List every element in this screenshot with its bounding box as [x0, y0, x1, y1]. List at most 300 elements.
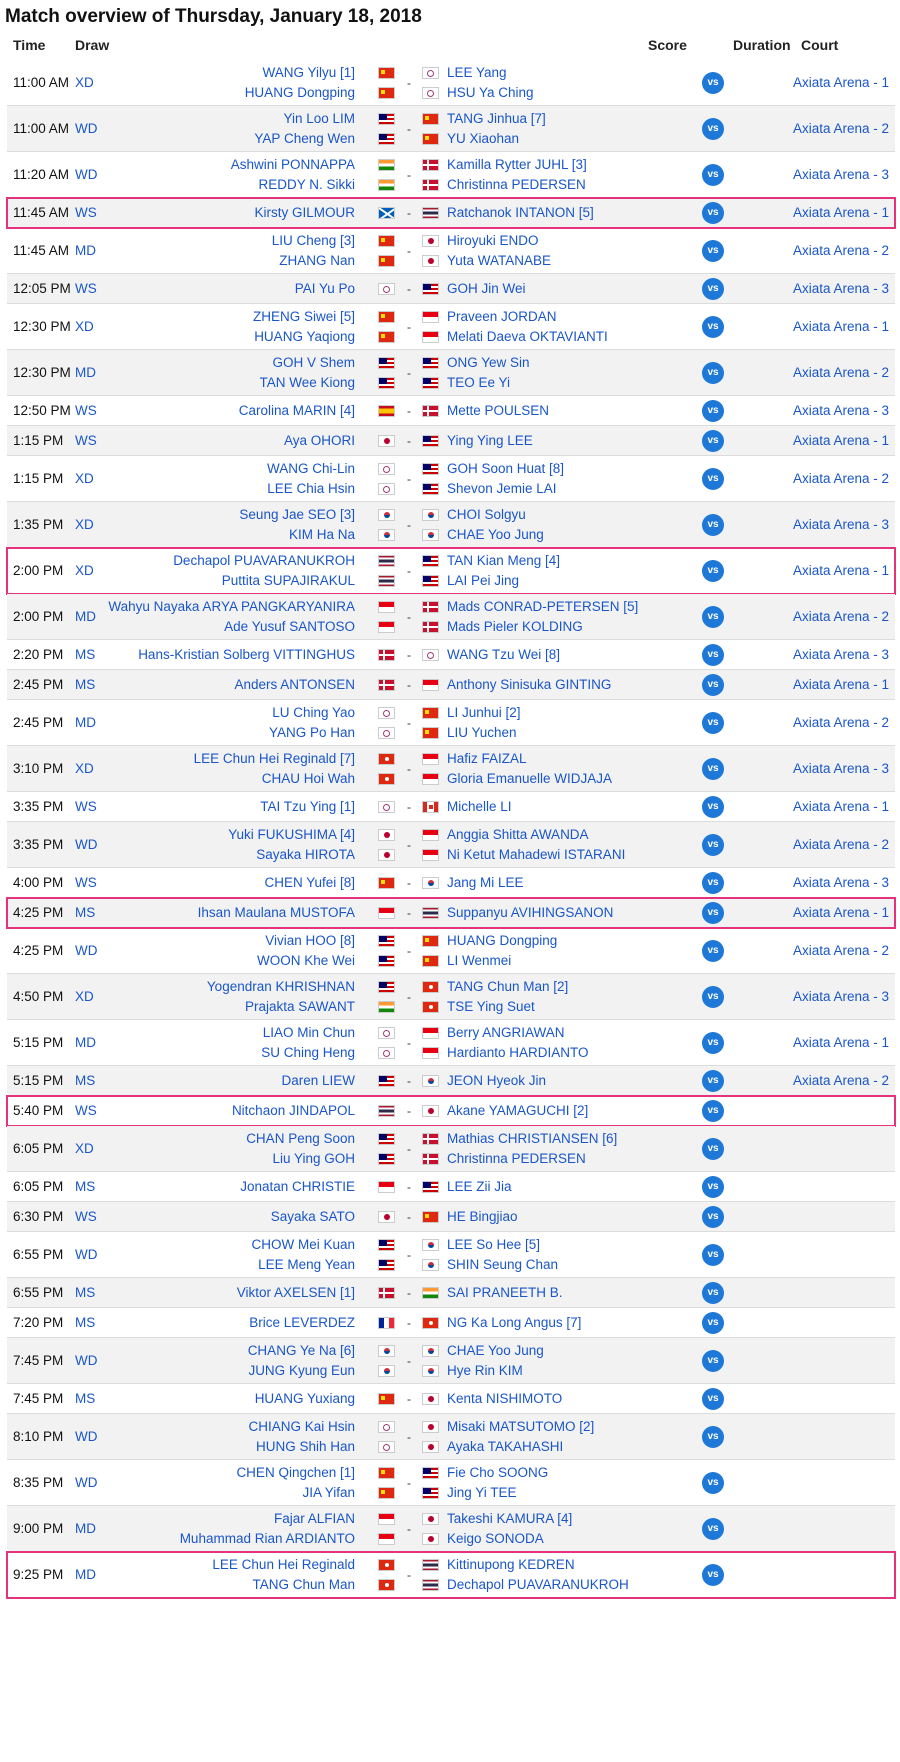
court-link[interactable]: Axiata Arena - 3 [793, 167, 890, 182]
court-link[interactable]: Axiata Arena - 2 [793, 471, 890, 486]
match-draw-link[interactable]: MS [75, 1285, 96, 1300]
player-link[interactable]: REDDY N. Sikki [258, 177, 355, 192]
match-draw-link[interactable]: WD [75, 1429, 98, 1444]
player-link[interactable]: LIAO Min Chun [262, 1025, 355, 1040]
vs-button[interactable]: vs [702, 240, 724, 262]
player-link[interactable]: Hans-Kristian Solberg VITTINGHUS [138, 647, 355, 662]
player-link[interactable]: Christinna PEDERSEN [447, 177, 586, 192]
player-link[interactable]: LIU Yuchen [447, 725, 517, 740]
court-link[interactable]: Axiata Arena - 1 [793, 433, 890, 448]
player-link[interactable]: Kenta NISHIMOTO [447, 1391, 563, 1406]
court-link[interactable]: Axiata Arena - 1 [793, 677, 890, 692]
versus-separator: - [407, 716, 411, 730]
match-draw-link[interactable]: XD [75, 319, 94, 334]
court-link[interactable]: Axiata Arena - 2 [793, 943, 890, 958]
player-link[interactable]: LI Junhui [2] [447, 705, 521, 720]
match-time: 2:45 PM [13, 715, 64, 730]
flag-icon [422, 1129, 439, 1149]
player-link[interactable]: Jang Mi LEE [447, 875, 524, 890]
vs-button[interactable]: vs [702, 872, 724, 894]
vs-button[interactable]: vs [702, 674, 724, 696]
player-link[interactable]: ZHANG Nan [279, 253, 355, 268]
match-row[interactable] [7, 228, 895, 274]
court-link[interactable]: Axiata Arena - 3 [793, 989, 890, 1004]
flag-icon [422, 1483, 439, 1503]
player-link[interactable]: Yogendran KHRISHNAN [206, 979, 355, 994]
match-draw-link[interactable]: MS [75, 905, 96, 920]
player-link[interactable]: HUANG Yuxiang [254, 1391, 355, 1406]
vs-button[interactable]: vs [702, 1070, 724, 1092]
player-link[interactable]: Dechapol PUAVARANUKROH [447, 1577, 629, 1592]
match-draw-link[interactable]: WS [75, 1209, 97, 1224]
vs-button[interactable]: vs [702, 1472, 724, 1494]
header-time: Time [13, 37, 46, 53]
vs-button[interactable]: vs [702, 1100, 724, 1122]
player-link[interactable]: Berry ANGRIAWAN [447, 1025, 565, 1040]
player-link[interactable]: CHEN Qingchen [1] [236, 1465, 355, 1480]
player-link[interactable]: WANG Tzu Wei [8] [447, 647, 561, 662]
player-link[interactable]: Misaki MATSUTOMO [2] [447, 1419, 595, 1434]
flag-icon [422, 1313, 439, 1333]
vs-button[interactable]: vs [702, 1350, 724, 1372]
player-link[interactable]: Seung Jae SEO [3] [239, 507, 355, 522]
vs-button[interactable]: vs [702, 1564, 724, 1586]
match-time: 11:00 AM [13, 121, 70, 136]
player-link[interactable]: Nitchaon JINDAPOL [231, 1103, 355, 1118]
player-link[interactable]: Kittinupong KEDREN [447, 1557, 575, 1572]
match-row[interactable] [7, 548, 895, 594]
player-link[interactable]: Sayaka SATO [270, 1209, 355, 1224]
match-draw-link[interactable]: MD [75, 1035, 96, 1050]
player-link[interactable]: HSU Ya Ching [447, 85, 534, 100]
flag-icon [422, 155, 439, 175]
vs-button[interactable]: vs [702, 316, 724, 338]
vs-button[interactable]: vs [702, 1138, 724, 1160]
flag-icon [422, 873, 439, 893]
player-link[interactable]: KIM Ha Na [288, 527, 355, 542]
match-row[interactable] [7, 792, 895, 822]
player-link[interactable]: Sayaka HIROTA [256, 847, 355, 862]
flag-icon [422, 797, 439, 817]
match-row[interactable] [7, 1308, 895, 1338]
match-draw-link[interactable]: WD [75, 1353, 98, 1368]
player-link[interactable]: Jonatan CHRISTIE [240, 1179, 355, 1194]
match-row[interactable] [7, 426, 895, 456]
vs-button[interactable]: vs [702, 514, 724, 536]
flag-icon [378, 931, 395, 951]
player-link[interactable]: TANG Chun Man [252, 1577, 355, 1592]
player-link[interactable]: Ade Yusuf SANTOSO [224, 619, 355, 634]
match-draw-link[interactable]: WD [75, 1247, 98, 1262]
vs-button[interactable]: vs [702, 986, 724, 1008]
vs-button[interactable]: vs [702, 1518, 724, 1540]
player-link[interactable]: Shevon Jemie LAI [447, 481, 557, 496]
player-link[interactable]: TANG Chun Man [2] [447, 979, 569, 994]
court-link[interactable]: Axiata Arena - 2 [793, 121, 890, 136]
match-row[interactable] [7, 1552, 895, 1598]
player-link[interactable]: HUANG Dongping [447, 933, 558, 948]
match-draw-link[interactable]: WS [75, 403, 97, 418]
match-row[interactable] [7, 1460, 895, 1506]
vs-button[interactable]: vs [702, 560, 724, 582]
vs-button[interactable]: vs [702, 1426, 724, 1448]
match-draw-link[interactable]: WD [75, 943, 98, 958]
match-row[interactable] [7, 1278, 895, 1308]
match-draw-link[interactable]: WS [75, 205, 97, 220]
vs-button[interactable]: vs [702, 118, 724, 140]
match-row[interactable] [7, 868, 895, 898]
flag-icon [378, 327, 395, 347]
player-link[interactable]: LEE Chun Hei Reginald [7] [193, 751, 355, 766]
vs-button[interactable]: vs [702, 940, 724, 962]
player-link[interactable]: Ihsan Maulana MUSTOFA [197, 905, 355, 920]
player-link[interactable]: CHAE Yoo Jung [447, 527, 544, 542]
flag-icon [378, 155, 395, 175]
vs-button[interactable]: vs [702, 430, 724, 452]
player-link[interactable]: LAI Pei Jing [447, 573, 520, 588]
player-link[interactable]: Fajar ALFIAN [273, 1511, 355, 1526]
player-link[interactable]: Anders ANTONSEN [234, 677, 355, 692]
player-link[interactable]: GOH Soon Huat [8] [447, 461, 565, 476]
match-row[interactable] [7, 1202, 895, 1232]
player-link[interactable]: CHAE Yoo Jung [447, 1343, 544, 1358]
player-link[interactable]: LEE Yang [447, 65, 507, 80]
player-link[interactable]: GOH Jin Wei [447, 281, 526, 296]
match-row[interactable] [7, 456, 895, 502]
match-row[interactable] [7, 274, 895, 304]
match-draw-link[interactable]: MS [75, 1073, 96, 1088]
court-link[interactable]: Axiata Arena - 1 [793, 905, 890, 920]
player-link[interactable]: WANG Chi-Lin [266, 461, 355, 476]
player-link[interactable]: HE Bingjiao [447, 1209, 518, 1224]
vs-button[interactable]: vs [702, 834, 724, 856]
court-link[interactable]: Axiata Arena - 1 [793, 563, 890, 578]
player-link[interactable]: TAI Tzu Ying [1] [260, 799, 355, 814]
player-link[interactable]: Liu Ying GOH [272, 1151, 355, 1166]
flag-icon [422, 675, 439, 695]
player-link[interactable]: Jing Yi TEE [447, 1485, 517, 1500]
player-link[interactable]: WOON Khe Wei [256, 953, 355, 968]
flag-icon [422, 327, 439, 347]
player-link[interactable]: Yin Loo LIM [283, 111, 355, 126]
player-link[interactable]: Ni Ketut Mahadewi ISTARANI [447, 847, 626, 862]
player-link[interactable]: Hardianto HARDIANTO [447, 1045, 589, 1060]
player-link[interactable]: LEE Zii Jia [447, 1179, 512, 1194]
match-draw-link[interactable]: WS [75, 1103, 97, 1118]
player-link[interactable]: CHAU Hoi Wah [261, 771, 355, 786]
player-link[interactable]: Fie Cho SOONG [447, 1465, 549, 1480]
vs-button[interactable]: vs [702, 468, 724, 490]
vs-button[interactable]: vs [702, 1244, 724, 1266]
match-row[interactable] [7, 396, 895, 426]
vs-button[interactable]: vs [702, 1388, 724, 1410]
match-draw-link[interactable]: MD [75, 609, 96, 624]
player-link[interactable]: Yuki FUKUSHIMA [4] [228, 827, 355, 842]
court-link[interactable]: Axiata Arena - 2 [793, 837, 890, 852]
vs-button[interactable]: vs [702, 400, 724, 422]
player-link[interactable]: HUNG Shih Han [255, 1439, 355, 1454]
player-link[interactable]: Brice LEVERDEZ [249, 1315, 355, 1330]
vs-button[interactable]: vs [702, 362, 724, 384]
court-link[interactable]: Axiata Arena - 3 [793, 403, 890, 418]
vs-button[interactable]: vs [702, 1176, 724, 1198]
player-link[interactable]: JEON Hyeok Jin [447, 1073, 547, 1088]
player-link[interactable]: LIU Cheng [3] [271, 233, 355, 248]
player-link[interactable]: Melati Daeva OKTAVIANTI [447, 329, 608, 344]
player-link[interactable]: ZHENG Siwei [5] [252, 309, 355, 324]
flag-icon [422, 373, 439, 393]
court-link[interactable]: Axiata Arena - 1 [793, 205, 890, 220]
match-row[interactable] [7, 1066, 895, 1096]
player-link[interactable]: LU Ching Yao [272, 705, 355, 720]
player-link[interactable]: Carolina MARIN [4] [238, 403, 355, 418]
player-link[interactable]: LEE So Hee [5] [447, 1237, 541, 1252]
match-draw-link[interactable]: WS [75, 799, 97, 814]
vs-button[interactable]: vs [702, 1312, 724, 1334]
table-header [7, 35, 895, 59]
player-link[interactable]: Daren LIEW [281, 1073, 355, 1088]
player-link[interactable]: CHAN Peng Soon [246, 1131, 355, 1146]
player-link[interactable]: Muhammad Rian ARDIANTO [179, 1531, 355, 1546]
court-link[interactable]: Axiata Arena - 2 [793, 609, 890, 624]
vs-button[interactable]: vs [702, 902, 724, 924]
player-link[interactable]: WANG Yilyu [1] [262, 65, 355, 80]
player-link[interactable]: LEE Chia Hsin [267, 481, 355, 496]
player-link[interactable]: LI Wenmei [447, 953, 512, 968]
match-row[interactable] [7, 974, 895, 1020]
court-link[interactable]: Axiata Arena - 2 [793, 1073, 890, 1088]
match-draw-link[interactable]: XD [75, 563, 94, 578]
vs-button[interactable]: vs [702, 278, 724, 300]
player-link[interactable]: NG Ka Long Angus [7] [447, 1315, 582, 1330]
player-link[interactable]: PAI Yu Po [294, 281, 355, 296]
match-draw-link[interactable]: MS [75, 1179, 96, 1194]
match-row[interactable] [7, 1096, 895, 1126]
player-link[interactable]: YU Xiaohan [447, 131, 520, 146]
match-draw-link[interactable]: MS [75, 647, 96, 662]
player-link[interactable]: Prajakta SAWANT [244, 999, 355, 1014]
player-link[interactable]: TAN Kian Meng [4] [447, 553, 561, 568]
match-draw-link[interactable]: MD [75, 365, 96, 380]
player-link[interactable]: Mette POULSEN [447, 403, 550, 418]
match-time: 2:00 PM [13, 609, 64, 624]
player-link[interactable]: JIA Yifan [302, 1485, 355, 1500]
player-link[interactable]: Takeshi KAMURA [4] [447, 1511, 573, 1526]
flag-icon [378, 703, 395, 723]
flag-icon [422, 769, 439, 789]
player-link[interactable]: Ying Ying LEE [447, 433, 533, 448]
player-link[interactable]: HUANG Dongping [244, 85, 355, 100]
match-row[interactable] [7, 502, 895, 548]
player-link[interactable]: Puttita SUPAJIRAKUL [221, 573, 355, 588]
player-link[interactable]: Ashwini PONNAPPA [230, 157, 355, 172]
player-link[interactable]: CHEN Yufei [8] [264, 875, 355, 890]
player-link[interactable]: CHOI Solgyu [447, 507, 526, 522]
player-link[interactable]: Christinna PEDERSEN [447, 1151, 586, 1166]
match-row[interactable] [7, 1384, 895, 1414]
player-link[interactable]: TAN Wee Kiong [259, 375, 355, 390]
court-link[interactable]: Axiata Arena - 1 [793, 319, 890, 334]
match-draw-link[interactable]: MS [75, 1391, 96, 1406]
match-row[interactable] [7, 1232, 895, 1278]
vs-button[interactable]: vs [702, 758, 724, 780]
player-link[interactable]: Aya OHORI [283, 433, 355, 448]
player-link[interactable]: Yuta WATANABE [447, 253, 552, 268]
match-row[interactable] [7, 640, 895, 670]
vs-button[interactable]: vs [702, 644, 724, 666]
match-time: 6:05 PM [13, 1179, 64, 1194]
match-draw-link[interactable]: MD [75, 715, 96, 730]
vs-button[interactable]: vs [702, 606, 724, 628]
match-time: 7:45 PM [13, 1391, 64, 1406]
vs-button[interactable]: vs [702, 1206, 724, 1228]
player-link[interactable]: Suppanyu AVIHINGSANON [447, 905, 614, 920]
vs-button[interactable]: vs [702, 164, 724, 186]
court-link[interactable]: Axiata Arena - 3 [793, 875, 890, 890]
player-link[interactable]: HUANG Yaqiong [254, 329, 355, 344]
court-link[interactable]: Axiata Arena - 3 [793, 647, 890, 662]
court-link[interactable]: Axiata Arena - 1 [793, 75, 890, 90]
player-link[interactable]: Mads Pieler KOLDING [447, 619, 583, 634]
match-row[interactable] [7, 1338, 895, 1384]
flag-icon [378, 675, 395, 695]
match-row[interactable] [7, 1414, 895, 1460]
player-link[interactable]: SU Ching Heng [261, 1045, 355, 1060]
match-draw-link[interactable]: XD [75, 1141, 94, 1156]
court-link[interactable]: Axiata Arena - 1 [793, 799, 890, 814]
player-link[interactable]: Praveen JORDAN [447, 309, 557, 324]
match-row[interactable] [7, 60, 895, 106]
player-link[interactable]: Kamilla Rytter JUHL [3] [447, 157, 587, 172]
match-row[interactable] [7, 670, 895, 700]
vs-button[interactable]: vs [702, 796, 724, 818]
match-draw-link[interactable]: WD [75, 121, 98, 136]
player-link[interactable]: Hafiz FAIZAL [447, 751, 527, 766]
court-link[interactable]: Axiata Arena - 2 [793, 365, 890, 380]
match-time: 1:15 PM [13, 471, 64, 486]
court-link[interactable]: Axiata Arena - 3 [793, 761, 890, 776]
match-draw-link[interactable]: WD [75, 837, 98, 852]
player-link[interactable]: YANG Po Han [268, 725, 355, 740]
player-link[interactable]: Kirsty GILMOUR [254, 205, 355, 220]
vs-button[interactable]: vs [702, 72, 724, 94]
flag-icon [378, 307, 395, 327]
flag-icon [378, 203, 395, 223]
match-draw-link[interactable]: WD [75, 167, 98, 182]
player-link[interactable]: LEE Meng Yean [258, 1257, 355, 1272]
vs-button[interactable]: vs [702, 202, 724, 224]
court-link[interactable]: Axiata Arena - 2 [793, 715, 890, 730]
match-row[interactable] [7, 1172, 895, 1202]
player-link[interactable]: Dechapol PUAVARANUKROH [173, 553, 355, 568]
match-draw-link[interactable]: MD [75, 243, 96, 258]
player-link[interactable]: Ayaka TAKAHASHI [447, 1439, 564, 1454]
player-link[interactable]: Hye Rin KIM [447, 1363, 523, 1378]
player-link[interactable]: CHOW Mei Kuan [251, 1237, 355, 1252]
match-draw-link[interactable]: WS [75, 875, 97, 890]
match-row[interactable] [7, 822, 895, 868]
player-link[interactable]: CHIANG Kai Hsin [248, 1419, 355, 1434]
court-link[interactable]: Axiata Arena - 3 [793, 281, 890, 296]
match-row[interactable] [7, 594, 895, 640]
player-link[interactable]: CHANG Ye Na [6] [247, 1343, 355, 1358]
player-link[interactable]: Mads CONRAD-PETERSEN [5] [447, 599, 639, 614]
match-row[interactable] [7, 700, 895, 746]
player-link[interactable]: ONG Yew Sin [447, 355, 530, 370]
flag-icon [422, 903, 439, 923]
player-link[interactable]: Mathias CHRISTIANSEN [6] [447, 1131, 618, 1146]
match-draw-link[interactable]: WS [75, 433, 97, 448]
player-link[interactable]: YAP Cheng Wen [254, 131, 355, 146]
player-link[interactable]: Viktor AXELSEN [1] [236, 1285, 355, 1300]
match-draw-link[interactable]: MD [75, 1521, 96, 1536]
versus-separator: - [407, 1476, 411, 1490]
match-row[interactable] [7, 350, 895, 396]
court-link[interactable]: Axiata Arena - 1 [793, 1035, 890, 1050]
versus-separator: - [407, 404, 411, 418]
match-row[interactable] [7, 746, 895, 792]
player-link[interactable]: GOH V Shem [272, 355, 355, 370]
player-link[interactable]: Keigo SONODA [447, 1531, 544, 1546]
player-link[interactable]: SAI PRANEETH B. [447, 1285, 563, 1300]
player-link[interactable]: JUNG Kyung Eun [248, 1363, 355, 1378]
versus-separator: - [407, 610, 411, 624]
player-link[interactable]: Hiroyuki ENDO [447, 233, 539, 248]
vs-button[interactable]: vs [702, 1282, 724, 1304]
match-draw-link[interactable]: MS [75, 677, 96, 692]
player-link[interactable]: Gloria Emanuelle WIDJAJA [447, 771, 613, 786]
match-draw-link[interactable]: XD [75, 761, 94, 776]
match-row[interactable] [7, 1506, 895, 1552]
flag-icon [378, 1417, 395, 1437]
match-row[interactable] [7, 106, 895, 152]
match-row[interactable] [7, 152, 895, 198]
player-link[interactable]: Akane YAMAGUCHI [2] [447, 1103, 589, 1118]
match-row[interactable] [7, 1126, 895, 1172]
match-draw-link[interactable]: MS [75, 1315, 96, 1330]
match-draw-link[interactable]: XD [75, 471, 94, 486]
match-draw-link[interactable]: XD [75, 989, 94, 1004]
player-link[interactable]: Ratchanok INTANON [5] [447, 205, 594, 220]
player-link[interactable]: TANG Jinhua [7] [447, 111, 546, 126]
player-link[interactable]: TEO Ee Yi [447, 375, 511, 390]
match-row[interactable] [7, 928, 895, 974]
player-link[interactable]: Vivian HOO [8] [265, 933, 355, 948]
match-row[interactable] [7, 198, 895, 228]
player-link[interactable]: Anthony Sinisuka GINTING [447, 677, 612, 692]
match-draw-link[interactable]: XD [75, 75, 94, 90]
vs-button[interactable]: vs [702, 712, 724, 734]
match-row[interactable] [7, 898, 895, 928]
court-link[interactable]: Axiata Arena - 3 [793, 517, 890, 532]
match-draw-link[interactable]: MD [75, 1567, 96, 1582]
vs-button[interactable]: vs [702, 1032, 724, 1054]
player-link[interactable]: Michelle LI [447, 799, 512, 814]
court-link[interactable]: Axiata Arena - 2 [793, 243, 890, 258]
match-draw-link[interactable]: XD [75, 517, 94, 532]
player-link[interactable]: Wahyu Nayaka ARYA PANGKARYANIRA [108, 599, 355, 614]
match-draw-link[interactable]: WS [75, 281, 97, 296]
match-row[interactable] [7, 1020, 895, 1066]
player-link[interactable]: LEE Chun Hei Reginald [212, 1557, 355, 1572]
match-row[interactable] [7, 304, 895, 350]
flag-icon [422, 845, 439, 865]
match-time: 8:35 PM [13, 1475, 64, 1490]
match-draw-link[interactable]: WD [75, 1475, 98, 1490]
player-link[interactable]: TSE Ying Suet [447, 999, 535, 1014]
player-link[interactable]: Anggia Shitta AWANDA [447, 827, 589, 842]
player-link[interactable]: SHIN Seung Chan [447, 1257, 559, 1272]
